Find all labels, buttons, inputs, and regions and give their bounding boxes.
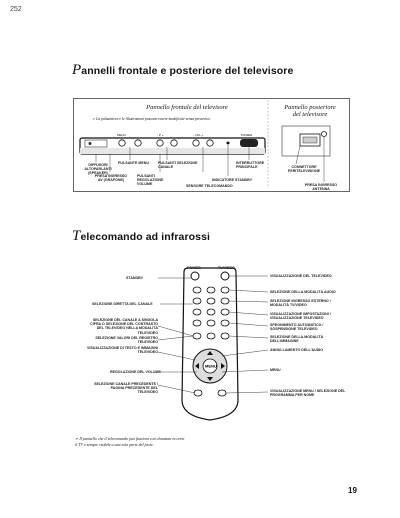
label-tvvideo-button: TV/VIDEO (218, 266, 235, 270)
title-drop-cap: P (72, 62, 82, 78)
label-antenna: PRESA INGRESSO ANTENNA (304, 183, 338, 192)
title-drop-cap: T (72, 228, 81, 244)
remote-label-mute: ANNULLAMENTO DELL'AUDIO (270, 348, 324, 352)
label-channel-buttons: PULSANTI SELEZIONE CANALE (158, 161, 198, 170)
front-panel-title: Pannello frontale del televisore (146, 104, 228, 111)
remote-label-menu: MENU (270, 368, 281, 372)
bottom-page-number: 19 (348, 486, 357, 495)
label-remote-sensor: SENSORE TELECOMANDO (186, 184, 233, 188)
remote-label-standby: STANDBY (126, 276, 144, 280)
remote-label-single-digit: SELEZIONE DEL CANALE A SINGOLA CIFRA O SELEZIONE DEL CONTRASTO DEL TELEVIDEO NELLA MODALITÀ TELEVIDEO (90, 318, 158, 335)
section-title-remote (72, 228, 210, 245)
remote-label-sleep: SPEGNIMENTO AUTOMATICO / SOSPENSIONE TELEVIDEO (270, 323, 324, 332)
remote-label-external-input: SELEZIONE INGRESSO ESTERNO / MODALITÀ TV/VIDEO (270, 299, 331, 308)
arrow-icon: ➢ (75, 436, 80, 441)
remote-label-teletext: VISUALIZZAZIONE DEL TELEVIDEO (270, 274, 332, 278)
label-standby-indicator: INDICATORE STANDBY (212, 178, 253, 182)
remote-control (182, 268, 238, 420)
svg-text:MENU: MENU (205, 363, 217, 369)
label-speaker: DIFFUSORI ALTOPARLANTI (SPEAKER) (84, 163, 112, 176)
svg-text:- P +: - P + (157, 133, 164, 137)
remote-label-settings: VISUALIZZAZIONE IMPOSTAZIONI / VISUALIZZAZIONE TELEVIDEO (270, 312, 331, 321)
remote-label-register: SELEZIONE VALORI DEL REGISTRO TELEVIDEO (95, 336, 158, 345)
label-scart: CONNETTORE PERITELEVISIONE (287, 165, 321, 174)
svg-text:MENU: MENU (117, 133, 126, 137)
back-panel-title: Pannello posteriore del televisore (284, 104, 336, 118)
title-text: annelli frontale e posteriore del televisore (81, 65, 294, 77)
remote-label-mix: VISUALIZZAZIONE DI TESTO E IMMAGINI TELEVIDEO (86, 346, 158, 355)
title-text: elecomando ad infrarossi (80, 231, 211, 243)
remote-label-menu-display: VISUALIZZAZIONE MENU / SELEZIONE DEL PROGRAMMA PER NOME (270, 389, 346, 398)
label-av-input: PRESA INGRESSO AV (GRAFONE) (94, 174, 128, 183)
label-power-button: POWER (187, 266, 201, 270)
label-menu-button: PULSANTE MENU (118, 161, 149, 165)
remote-label-previous: SELEZIONE CANALE PRECEDENTE / PAGINA PRECEDENTE DEL TELEVIDEO (94, 382, 158, 395)
top-page-number: 252 (10, 6, 22, 13)
svg-text:- VOL +: - VOL + (193, 133, 204, 137)
svg-text:POWER: POWER (241, 133, 253, 137)
back-panel-device (282, 126, 330, 182)
front-panel-note: ➢ La pulsantiera e le illustrazioni possono essere modificate senza preavviso. (92, 117, 211, 121)
label-main-switch: INTERRUTTORE PRINCIPALE (236, 161, 265, 170)
label-volume-buttons: PULSANTI REGOLAZIONE VOLUME (137, 174, 164, 187)
remote-label-audio-mode: SELEZIONE DELLA MODALITÀ AUDIO (270, 290, 336, 294)
footer-note: ➢ Il pannello che il telecomando può funzioni con chiamate in certe il TV e sempre visibile a una sola parte del fuore. (75, 436, 185, 447)
remote-label-direct-channel: SELEZIONE DIRETTA DEL CANALE (92, 302, 153, 306)
remote-label-picture-mode: SELEZIONE DELLA MODALITÀ DELL'IMMAGINE (270, 335, 324, 344)
arrow-icon: ➢ (92, 117, 97, 121)
remote-label-volume: REGOLAZIONE DEL VOLUME (110, 370, 161, 374)
